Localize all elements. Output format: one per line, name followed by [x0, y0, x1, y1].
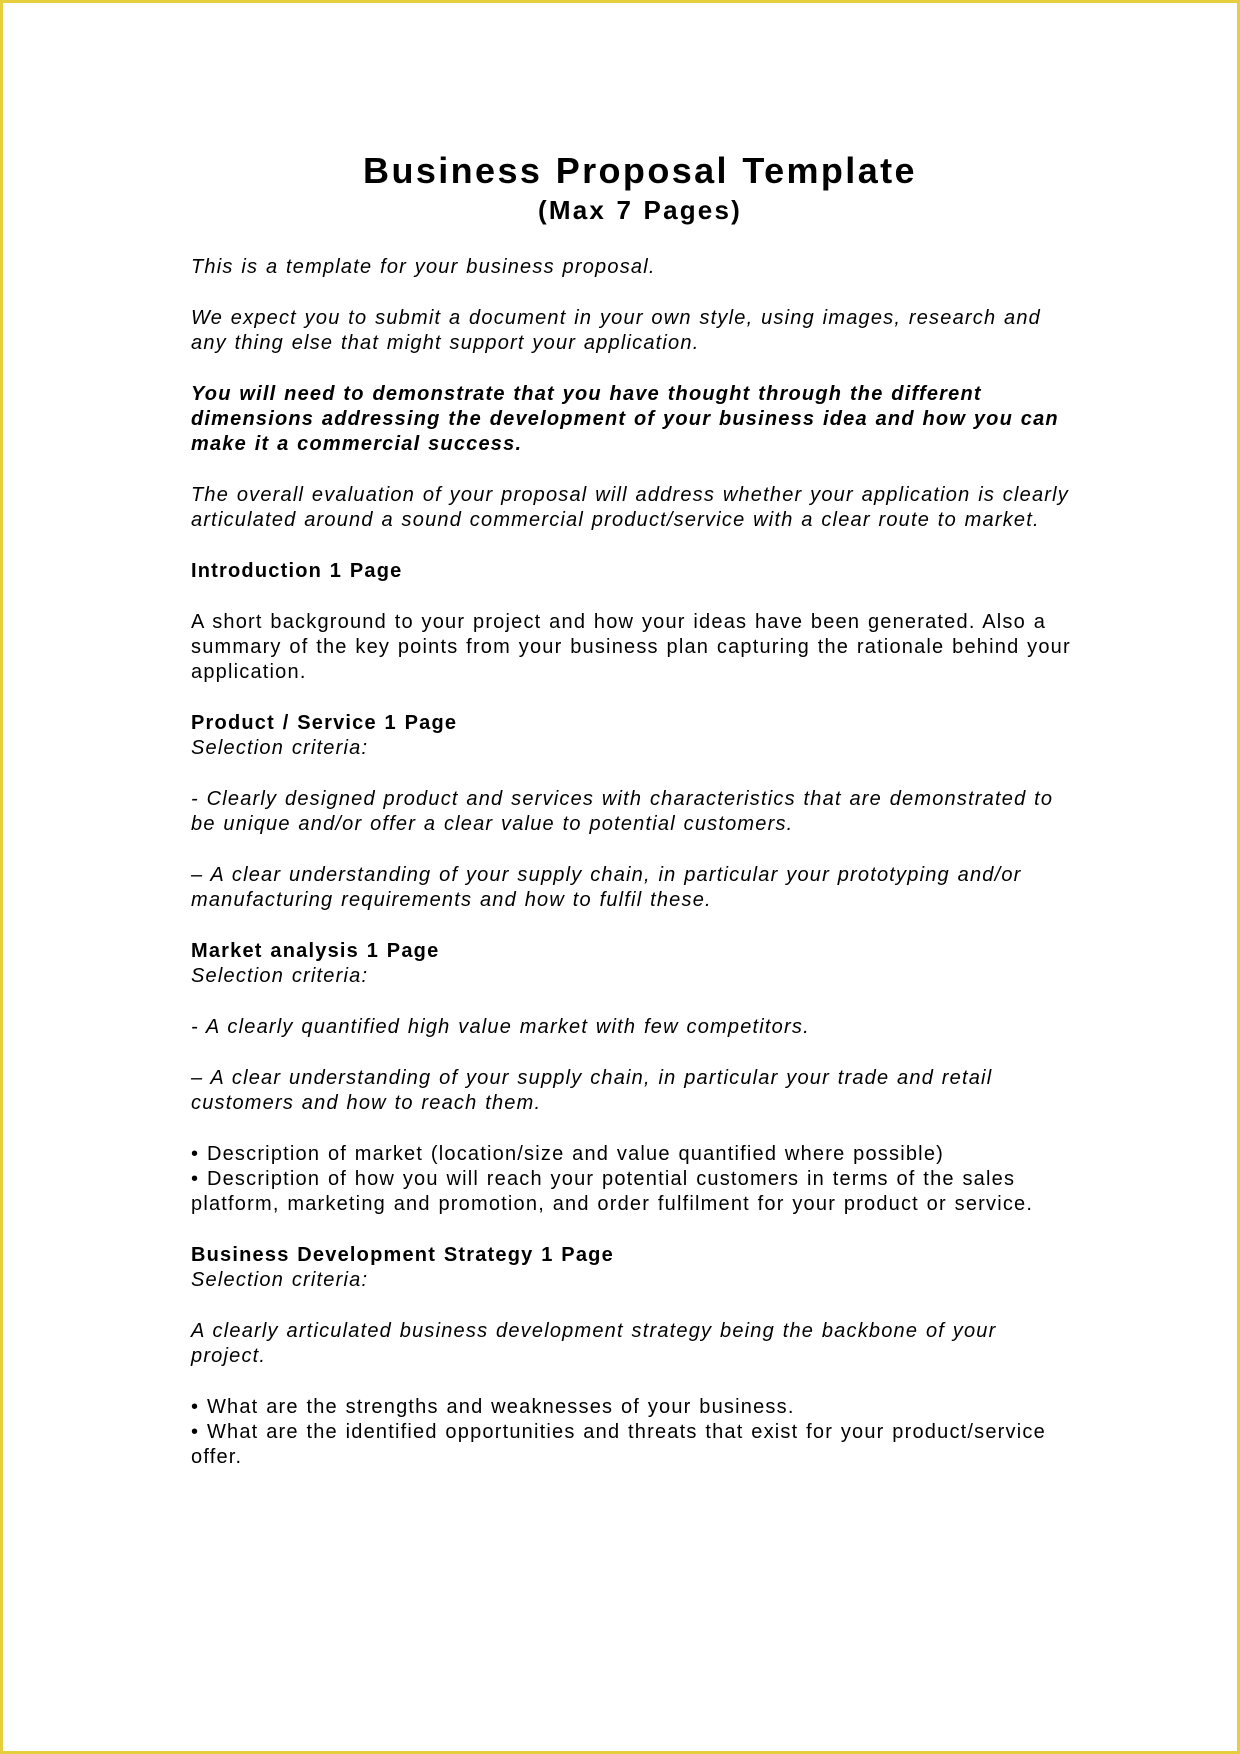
- business-development-bullets: [191, 1395, 1071, 1470]
- business-development-criteria-label: Selection criteria:: [191, 1269, 369, 1291]
- document-content: [191, 149, 1071, 1470]
- product-service-criteria-label: Selection criteria:: [191, 737, 369, 759]
- product-service-criterion-1: - Clearly designed product and services with characteristics that are demonstrated to be unique and/or offer a clear value to potential customers.: [191, 788, 1054, 835]
- market-analysis-criterion-2: – A clear understanding of your supply chain, in particular your trade and retail customers and how to reach them.: [191, 1067, 993, 1114]
- section-heading-business-development: Business Development Strategy 1 Page: [191, 1244, 614, 1266]
- intro-paragraph-2: We expect you to submit a document in your own style, using images, research and any thing else that might support your application.: [191, 307, 1042, 354]
- intro-paragraph-1: This is a template for your business proposal.: [191, 256, 656, 278]
- document-title: Business Proposal Template: [363, 150, 917, 191]
- product-service-criterion-2: – A clear understanding of your supply chain, in particular your prototyping and/or manufacturing requirements and how to fulfil these.: [191, 864, 1022, 911]
- intro-paragraph-3: You will need to demonstrate that you have thought through the different dimensions addressing the development of your business idea and how you can make it a commercial success.: [191, 383, 1059, 455]
- section-heading-market-analysis: Market analysis 1 Page: [191, 940, 440, 962]
- market-analysis-criterion-1: - A clearly quantified high value market with few competitors.: [191, 1016, 810, 1038]
- market-analysis-bullet-1: • Description of market (location/size and value quantified where possible): [191, 1143, 945, 1165]
- market-analysis-bullets: [191, 1142, 1071, 1217]
- business-development-criterion-1: A clearly articulated business development strategy being the backbone of your project.: [191, 1320, 997, 1367]
- market-analysis-criteria-label: Selection criteria:: [191, 965, 369, 987]
- intro-paragraph-4: The overall evaluation of your proposal will address whether your application is clearly articulated around a sound commercial product/service with a clear route to market.: [191, 484, 1069, 531]
- document-subtitle: (Max 7 Pages): [537, 195, 742, 225]
- section-heading-introduction: Introduction 1 Page: [191, 560, 403, 582]
- business-development-bullet-2: • What are the identified opportunities and threats that exist for your product/service offer.: [191, 1421, 1046, 1468]
- business-development-bullet-1: • What are the strengths and weaknesses of your business.: [191, 1396, 795, 1418]
- market-analysis-bullet-2: • Description of how you will reach your potential customers in terms of the sales platform, marketing and promotion, and order fulfilment for your product or service.: [191, 1168, 1034, 1215]
- introduction-body: A short background to your project and how your ideas have been generated. Also a summary of the key points from your business plan capturing the rationale behind your application.: [191, 611, 1071, 683]
- section-heading-product-service: Product / Service 1 Page: [191, 712, 458, 734]
